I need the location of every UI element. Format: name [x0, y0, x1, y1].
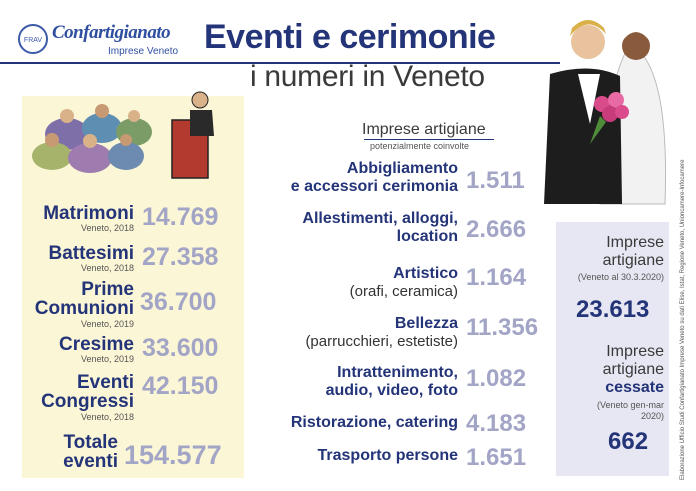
- category-artistico-value: 1.164: [466, 264, 527, 291]
- category-abbigliamento-line1: Abbigliamento: [346, 160, 458, 177]
- category-trasporto-line1: Trasporto persone: [317, 447, 458, 464]
- category-trasporto: [250, 447, 458, 465]
- logo-mark: FRAV: [18, 24, 48, 54]
- middle-subheading: potenzialmente coinvolte: [370, 141, 470, 151]
- stat-label-prime-comunioni: Prime Comunioni: [34, 279, 134, 319]
- stat-source-cresime: Veneto, 2019: [80, 354, 134, 364]
- logo-subtitle: Imprese Veneto: [108, 46, 179, 57]
- category-bellezza-value: 11.356: [466, 314, 539, 341]
- right-label-line2: artigiane: [602, 252, 664, 269]
- category-intrattenimento-value: 1.082: [466, 365, 527, 392]
- stat-label-matrimoni: Matrimoni: [43, 203, 134, 224]
- category-artistico-line1: Artistico: [393, 265, 458, 282]
- category-abbigliamento-line2: e accessori cerimonia: [290, 178, 458, 195]
- middle-heading-rule: [364, 139, 494, 140]
- category-allestimenti: [250, 210, 458, 246]
- category-abbigliamento-value: 1.511: [466, 167, 525, 194]
- category-intrattenimento: [250, 364, 458, 400]
- stat-value-battesimi: 27.358: [142, 243, 219, 271]
- source-note: [680, 150, 690, 480]
- right-label2-line3: cessate: [605, 379, 664, 396]
- category-intrattenimento-line1: Intrattenimento,: [337, 364, 458, 381]
- right-value-cessate: 662: [608, 428, 649, 455]
- logo-name: Confartigianato: [52, 22, 171, 43]
- logo: [18, 22, 208, 60]
- audience-group: [32, 104, 152, 173]
- right-label2-line1: Imprese: [606, 343, 664, 360]
- category-intrattenimento-line2: audio, video, foto: [325, 382, 458, 399]
- right-source-imprese: (Veneto al 30.3.2020): [577, 272, 664, 282]
- category-trasporto-value: 1.651: [466, 444, 527, 471]
- stat-label-totale-eventi: Totale eventi: [63, 432, 118, 472]
- category-bellezza-line1: Bellezza: [394, 315, 458, 332]
- page-title: Eventi e cerimonie: [204, 18, 496, 56]
- source-note-text: Elaborazione Ufficio Studi Confartigianato Imprese Veneto su dati Elise, Istat, Regione Veneto, Unioncamere-Infocamere: [680, 159, 686, 480]
- right-value-imprese: 23.613: [576, 296, 650, 323]
- right-label-line1: Imprese: [606, 234, 664, 251]
- stat-source-battesimi: Veneto, 2018: [80, 263, 134, 273]
- category-ristorazione-line1: Ristorazione, catering: [290, 414, 458, 431]
- category-artistico-sub: (orafi, ceramica): [349, 283, 458, 300]
- couple-illustration: [530, 4, 680, 219]
- stat-label-battesimi: Battesimi: [48, 243, 134, 264]
- meeting-illustration: [22, 86, 244, 186]
- stat-label-cresime: Cresime: [59, 334, 134, 355]
- category-allestimenti-line1: Allestimenti, alloggi,: [302, 210, 458, 227]
- category-bellezza-sub: (parrucchieri, estetiste): [305, 333, 458, 350]
- right-source-cessate: (Veneto gen-mar 2020): [596, 400, 664, 421]
- stat-label-eventi-congressi: Eventi Congressi: [41, 372, 134, 412]
- category-allestimenti-value: 2.666: [466, 216, 527, 243]
- category-ristorazione: [250, 414, 458, 432]
- stat-value-totale-eventi: 154.577: [124, 440, 222, 470]
- category-allestimenti-line2: location: [396, 228, 458, 245]
- category-abbigliamento: [250, 160, 458, 196]
- right-label-imprese: [560, 234, 664, 270]
- stat-source-prime-comunioni: Veneto, 2019: [80, 319, 134, 329]
- stat-value-eventi-congressi: 42.150: [142, 372, 219, 400]
- category-ristorazione-value: 4.183: [466, 410, 527, 437]
- middle-heading: Imprese artigiane: [362, 121, 486, 138]
- stat-source-matrimoni: Veneto, 2018: [80, 223, 134, 233]
- stat-value-prime-comunioni: 36.700: [140, 288, 217, 316]
- page-subtitle: i numeri in Veneto: [250, 60, 485, 93]
- stat-value-cresime: 33.600: [142, 334, 219, 362]
- right-label-cessate: [560, 343, 664, 397]
- right-label2-line2: artigiane: [602, 361, 664, 378]
- category-bellezza: [250, 315, 458, 351]
- stat-source-eventi-congressi: Veneto, 2018: [80, 412, 134, 422]
- stat-value-matrimoni: 14.769: [142, 203, 219, 231]
- category-artistico: [250, 265, 458, 301]
- speaker-figure: [172, 92, 214, 178]
